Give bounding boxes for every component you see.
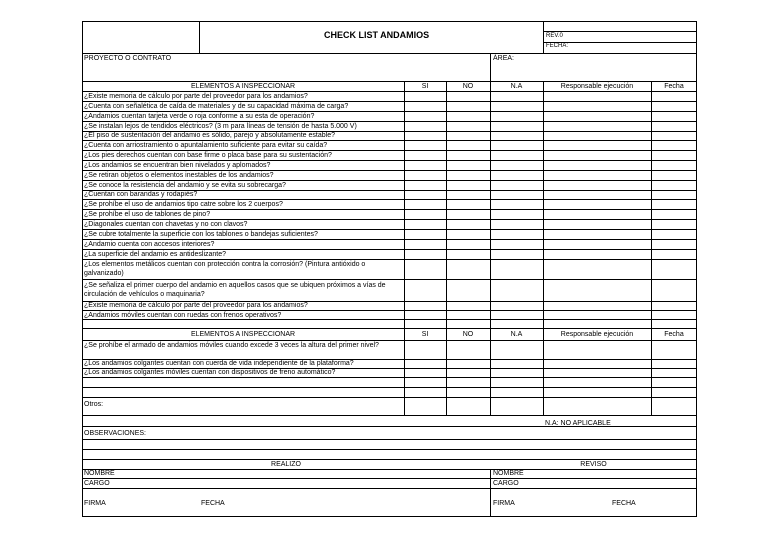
column-header-elementos: ELEMENTOS A INSPECCIONAR	[190, 83, 296, 90]
column-line	[651, 81, 652, 328]
checklist-item: ¿El piso de sustentación del andamio es sólido, parejo y absolutamente estable?	[84, 132, 335, 139]
column-line	[543, 81, 544, 328]
divider	[543, 21, 544, 53]
checklist-item: ¿Se instalan lejos de tendidos eléctricos? (3 m para líneas de tensión de hasta 5.000 V)	[84, 123, 357, 130]
na-note: N.A: NO APLICABLE	[545, 420, 611, 427]
reviso-label: REVISO	[580, 461, 607, 468]
column-header-si-2: SI	[421, 331, 429, 338]
checklist-sheet	[82, 21, 697, 517]
checklist-item: ¿Los elementos metálicos cuentan con protección contra la corrosión? (Pintura antióxido o galvanizado)	[84, 261, 366, 277]
column-header-responsable: Responsable ejecución	[560, 83, 634, 90]
divider	[82, 478, 697, 479]
column-line	[404, 328, 405, 415]
column-header-no: NO	[462, 83, 474, 90]
divider	[543, 31, 697, 32]
checklist-item: ¿Se prohíbe el armado de andamios móviles cuando excede 3 veces la altura del primer nivel?	[84, 342, 379, 349]
checklist-item: ¿Existe memoria de cálculo por parte del proveedor para los andamios?	[84, 93, 308, 100]
fecha-label-left: FECHA	[201, 500, 225, 507]
checklist-item: ¿Andamio cuenta con accesos interiores?	[84, 241, 215, 248]
column-line	[446, 328, 447, 415]
column-header-no-2: NO	[462, 331, 474, 338]
column-header-fecha: Fecha	[664, 83, 684, 90]
project-label: PROYECTO O CONTRATO	[84, 55, 172, 62]
column-header-na: N.A	[510, 83, 523, 90]
date-label: FECHA:	[546, 43, 569, 49]
checklist-item: ¿Se señaliza el primer cuerpo del andamio en aquellos casos que se ubiquen próximos a vías de circulación de vehículos o maquinaria?	[84, 282, 386, 298]
revision-label: REV.0	[546, 33, 563, 39]
realizo-label: REALIZO	[271, 461, 301, 468]
divider	[82, 469, 697, 470]
checklist-item: ¿Diagonales cuentan con chavetas y no con clavos?	[84, 221, 248, 228]
fecha-label-right: FECHA	[612, 500, 636, 507]
observaciones-label: OBSERVACIONES:	[84, 430, 146, 437]
checklist-item: ¿Se cubre totalmente la superficie con los tablones o bandejas suficientes?	[84, 231, 318, 238]
column-line	[490, 328, 491, 415]
divider	[490, 469, 491, 517]
checklist-item: ¿Se retiran objetos o elementos inestables de los andamios?	[84, 172, 274, 179]
column-header-elementos-2: ELEMENTOS A INSPECCIONAR	[190, 331, 296, 338]
column-header-na-2: N.A	[510, 331, 523, 338]
checklist-item: ¿Se conoce la resistencia del andamio y se evita su sobrecarga?	[84, 182, 286, 189]
checklist-item: ¿Se prohíbe el uso de tablones de pino?	[84, 211, 211, 218]
cargo-label-left: CARGO	[84, 480, 110, 487]
checklist-item: ¿Los andamios colgantes móviles cuentan con dispositivos de freno automático?	[84, 369, 336, 376]
column-line	[490, 81, 491, 328]
firma-label-left: FIRMA	[84, 500, 106, 507]
checklist-item: ¿Los pies derechos cuentan con base firme o placa base para su sustentación?	[84, 152, 332, 159]
divider	[82, 488, 697, 489]
nombre-label-left: NOMBRE	[84, 470, 115, 477]
checklist-item: ¿Cuenta con señalética de caída de materiales y de su capacidad máxima de carga?	[84, 103, 349, 110]
cargo-label-right: CARGO	[493, 480, 519, 487]
nombre-label-right: NOMBRE	[493, 470, 524, 477]
checklist-item: ¿Cuenta con arriostramiento o apuntalamiento suficiente para evitar su caída?	[84, 142, 328, 149]
checklist-item: ¿Cuentan con barandas y rodapiés?	[84, 191, 198, 198]
column-line	[543, 328, 544, 415]
checklist-item: ¿Existe memoria de cálculo por parte del proveedor para los andamios?	[84, 302, 308, 309]
divider	[82, 449, 697, 450]
checklist-item: ¿La superficie del andamio es antideslizante?	[84, 251, 227, 258]
column-line	[651, 328, 652, 415]
column-line	[446, 81, 447, 328]
divider	[199, 21, 200, 53]
column-header-fecha-2: Fecha	[664, 331, 684, 338]
otros-label: Otros:	[84, 401, 104, 408]
divider	[82, 53, 697, 54]
divider	[82, 439, 697, 440]
column-header-responsable-2: Responsable ejecución	[560, 331, 634, 338]
page-title: CHECK LIST ANDAMIOS	[324, 30, 430, 40]
divider	[490, 53, 491, 81]
checklist-item: ¿Se prohíbe el uso de andamios tipo catre sobre los 2 cuerpos?	[84, 201, 283, 208]
column-header-si: SI	[421, 83, 429, 90]
checklist-item: ¿Andamios móviles cuentan con ruedas con frenos operativos?	[84, 312, 282, 319]
column-line	[404, 81, 405, 328]
checklist-item: ¿Los andamios se encuentran bien nivelados y aplomados?	[84, 162, 271, 169]
area-label: ÁREA:	[493, 55, 515, 62]
checklist-item: ¿Andamios cuentan tarjeta verde o roja conforme a su esta de operación?	[84, 113, 315, 120]
firma-label-right: FIRMA	[493, 500, 515, 507]
checklist-item: ¿Los andamios colgantes cuentan con cuerda de vida independiente de la plataforma?	[84, 360, 354, 367]
